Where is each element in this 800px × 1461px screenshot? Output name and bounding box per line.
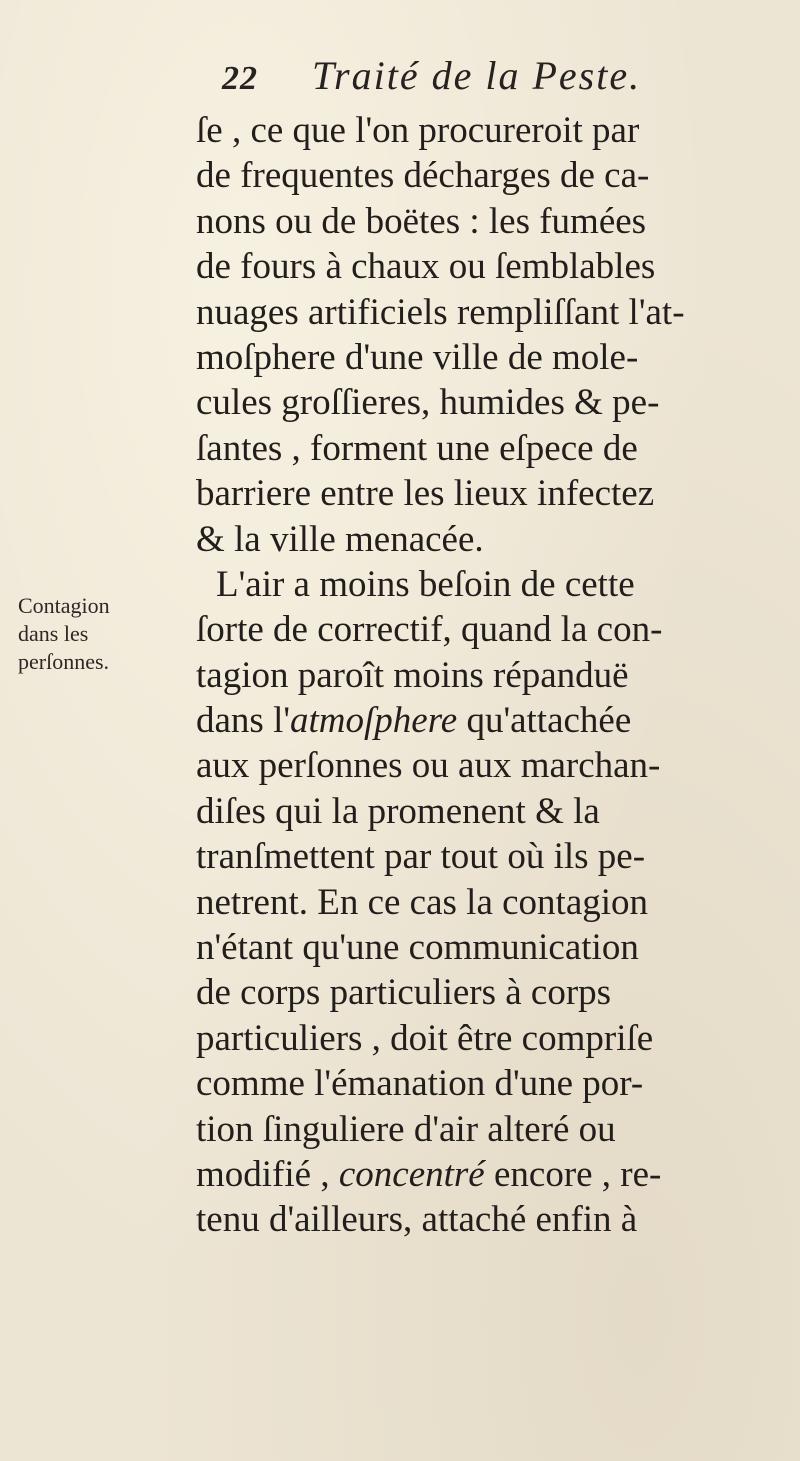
text-line: comme l'émanation d'une por- — [196, 1063, 644, 1105]
text-run: dans l' — [196, 700, 291, 742]
page-number: 22 — [222, 60, 258, 97]
text-line: aux perſonnes ou aux marchan- — [196, 745, 661, 787]
paragraph-start-line: L'air a moins beſoin de cette — [216, 563, 635, 605]
text-line: diſes qui la promenent & la — [196, 790, 600, 832]
text-run: modifié , — [196, 1153, 339, 1195]
margin-note-line: perſonnes. — [18, 649, 110, 674]
running-title: Traité de la Peste. — [312, 53, 642, 98]
text-line: tranſmettent par tout où ils pe- — [196, 836, 646, 878]
text-line: ſorte de correctif, quand la con- — [196, 609, 663, 651]
text-line: ſantes , forment une eſpece de — [196, 427, 638, 469]
text-line: & la ville menacée. — [196, 518, 484, 560]
text-line-with-italic — [196, 1152, 786, 1197]
text-line: tagion paroît moins répanduë — [196, 654, 629, 696]
margin-note-line: Contagion — [18, 593, 110, 618]
text-line: barriere entre les lieux infectez — [196, 473, 655, 515]
text-line: tenu d'ailleurs, attaché enfin à — [196, 1199, 638, 1241]
text-line: netrent. En ce cas la contagion — [196, 881, 649, 923]
text-line: de corps particuliers à corps — [196, 972, 612, 1014]
text-line: de frequentes décharges de ca- — [196, 155, 650, 197]
text-line: moſphere d'une ville de mole- — [196, 336, 639, 378]
text-line: n'étant qu'une communication — [196, 927, 639, 969]
text-line: de fours à chaux ou ſemblables — [196, 246, 656, 288]
text-line: tion ſinguliere d'air alteré ou — [196, 1108, 616, 1150]
text-run: qu'attachée — [457, 700, 632, 742]
text-run: encore , re- — [484, 1153, 662, 1195]
text-line-with-italic — [196, 698, 786, 743]
text-line: ſe , ce que l'on procureroit par — [196, 110, 640, 151]
margin-note — [18, 592, 188, 676]
text-line: nuages artificiels rempliſſant l'at- — [196, 291, 685, 333]
page-header — [222, 52, 641, 112]
body-text — [196, 108, 786, 1243]
italic-term: concentré — [338, 1153, 485, 1195]
text-line: particuliers , doit être compriſe — [196, 1017, 654, 1059]
text-line: cules groſſieres, humides & pe- — [196, 382, 660, 424]
italic-term: atmoſphere — [290, 700, 458, 742]
text-line: nons ou de boëtes : les fumées — [196, 200, 647, 242]
margin-note-line: dans les — [18, 621, 89, 646]
